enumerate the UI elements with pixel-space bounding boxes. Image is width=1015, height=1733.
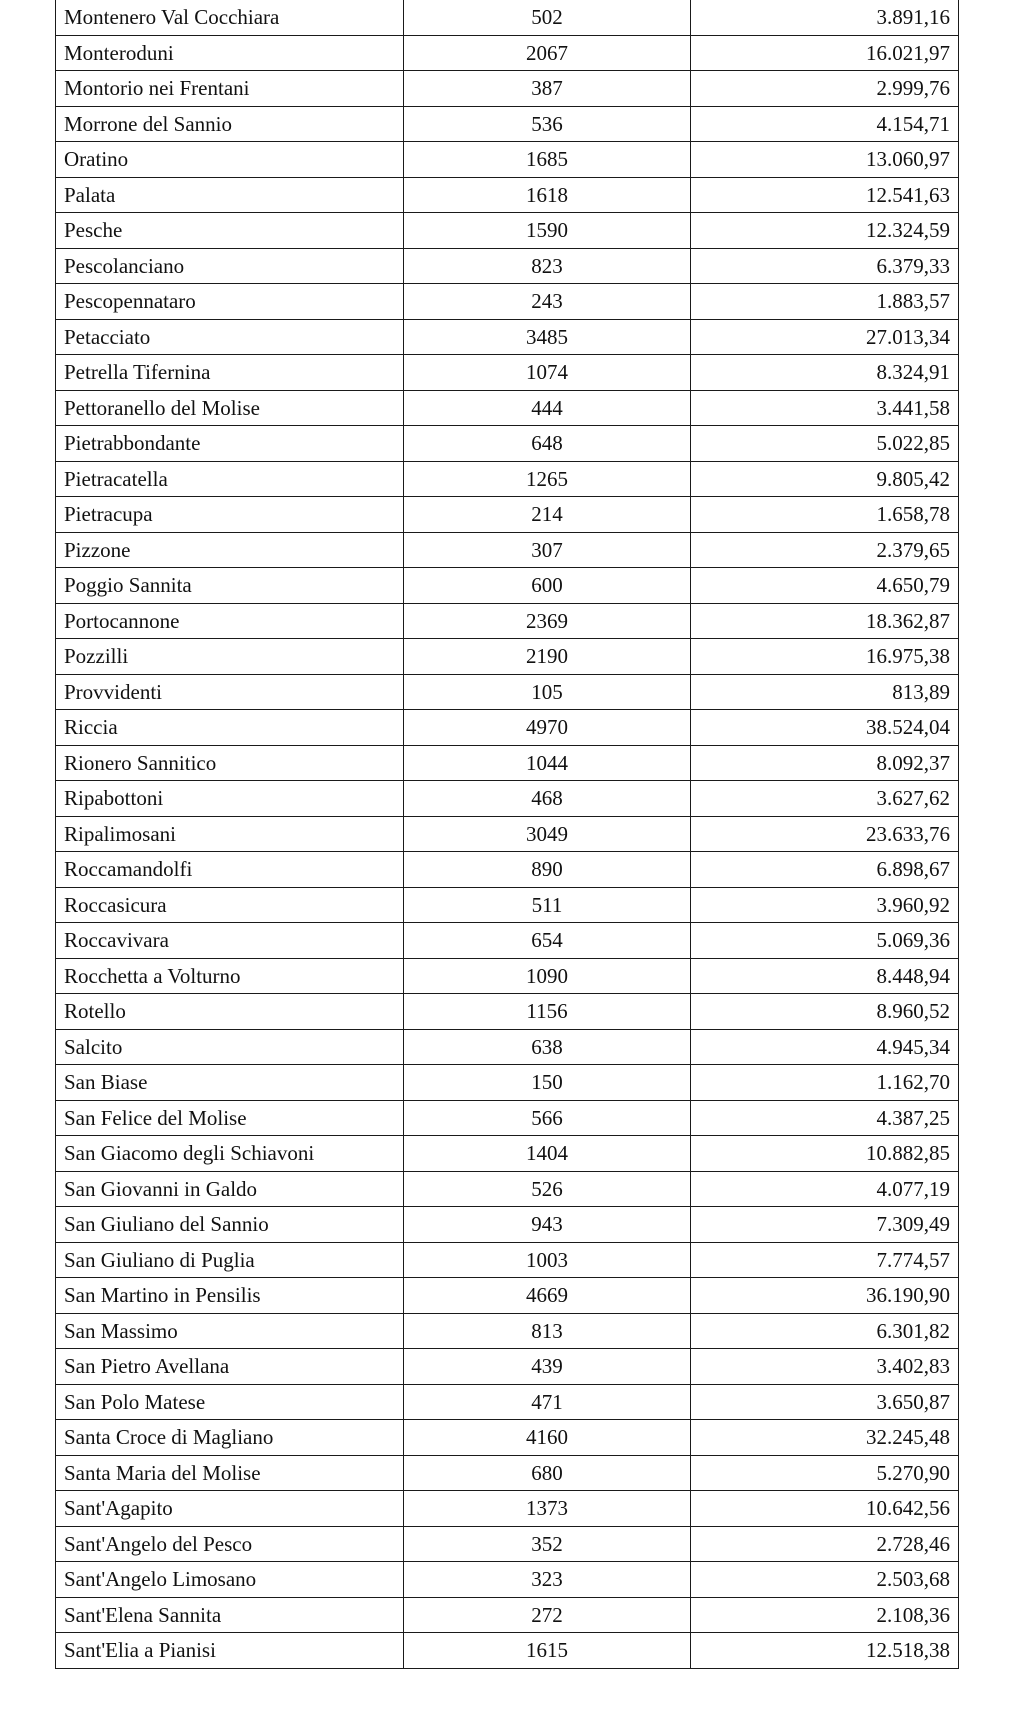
table-row	[56, 532, 959, 568]
municipality-cell: Roccamandolfi	[56, 852, 404, 888]
population-cell: 4669	[404, 1278, 691, 1314]
amount-cell: 16.021,97	[691, 35, 959, 71]
table-row	[56, 994, 959, 1030]
amount-cell: 6.301,82	[691, 1313, 959, 1349]
amount-cell: 10.882,85	[691, 1136, 959, 1172]
amount-cell: 3.627,62	[691, 781, 959, 817]
population-cell: 272	[404, 1597, 691, 1633]
municipality-cell: Pietracatella	[56, 461, 404, 497]
municipality-cell: Rotello	[56, 994, 404, 1030]
amount-cell: 2.999,76	[691, 71, 959, 107]
municipality-cell: San Biase	[56, 1065, 404, 1101]
table-row	[56, 674, 959, 710]
population-cell: 1590	[404, 213, 691, 249]
municipality-cell: San Massimo	[56, 1313, 404, 1349]
municipality-cell: Pizzone	[56, 532, 404, 568]
table-row	[56, 426, 959, 462]
table-row	[56, 1207, 959, 1243]
amount-cell: 1.658,78	[691, 497, 959, 533]
municipality-cell: Rionero Sannitico	[56, 745, 404, 781]
municipality-cell: San Giuliano del Sannio	[56, 1207, 404, 1243]
table-row	[56, 603, 959, 639]
population-cell: 890	[404, 852, 691, 888]
table-row	[56, 1065, 959, 1101]
population-cell: 4970	[404, 710, 691, 746]
amount-cell: 5.270,90	[691, 1455, 959, 1491]
table-row	[56, 1242, 959, 1278]
population-cell: 943	[404, 1207, 691, 1243]
table-row	[56, 1278, 959, 1314]
amount-cell: 9.805,42	[691, 461, 959, 497]
municipality-cell: Pietrabbondante	[56, 426, 404, 462]
population-cell: 1618	[404, 177, 691, 213]
table-row	[56, 177, 959, 213]
amount-cell: 23.633,76	[691, 816, 959, 852]
population-cell: 214	[404, 497, 691, 533]
amount-cell: 5.069,36	[691, 923, 959, 959]
population-cell: 823	[404, 248, 691, 284]
municipality-cell: Roccavivara	[56, 923, 404, 959]
population-cell: 1404	[404, 1136, 691, 1172]
amount-cell: 32.245,48	[691, 1420, 959, 1456]
amount-cell: 4.387,25	[691, 1100, 959, 1136]
population-cell: 243	[404, 284, 691, 320]
table-row	[56, 319, 959, 355]
municipality-cell: Rocchetta a Volturno	[56, 958, 404, 994]
amount-cell: 38.524,04	[691, 710, 959, 746]
municipality-cell: San Giovanni in Galdo	[56, 1171, 404, 1207]
table-row	[56, 1562, 959, 1598]
table-row	[56, 568, 959, 604]
population-cell: 511	[404, 887, 691, 923]
municipality-cell: Salcito	[56, 1029, 404, 1065]
table-row	[56, 355, 959, 391]
amount-cell: 2.379,65	[691, 532, 959, 568]
municipality-cell: Montorio nei Frentani	[56, 71, 404, 107]
table-row	[56, 142, 959, 178]
table-row	[56, 1597, 959, 1633]
table-row	[56, 1100, 959, 1136]
population-cell: 323	[404, 1562, 691, 1598]
population-cell: 1615	[404, 1633, 691, 1669]
table-row	[56, 923, 959, 959]
table-row	[56, 1633, 959, 1669]
municipality-cell: Sant'Agapito	[56, 1491, 404, 1527]
population-cell: 105	[404, 674, 691, 710]
municipality-cell: Roccasicura	[56, 887, 404, 923]
amount-cell: 10.642,56	[691, 1491, 959, 1527]
amount-cell: 13.060,97	[691, 142, 959, 178]
table-row	[56, 461, 959, 497]
municipality-cell: Petrella Tifernina	[56, 355, 404, 391]
amount-cell: 36.190,90	[691, 1278, 959, 1314]
population-cell: 2190	[404, 639, 691, 675]
municipality-cell: Santa Croce di Magliano	[56, 1420, 404, 1456]
amount-cell: 18.362,87	[691, 603, 959, 639]
amount-cell: 4.650,79	[691, 568, 959, 604]
population-cell: 352	[404, 1526, 691, 1562]
municipality-cell: Poggio Sannita	[56, 568, 404, 604]
amount-cell: 5.022,85	[691, 426, 959, 462]
table-row	[56, 745, 959, 781]
municipality-cell: Sant'Elena Sannita	[56, 1597, 404, 1633]
municipality-cell: Pettoranello del Molise	[56, 390, 404, 426]
amount-cell: 12.324,59	[691, 213, 959, 249]
amount-cell: 8.448,94	[691, 958, 959, 994]
amount-cell: 12.541,63	[691, 177, 959, 213]
table-row	[56, 1029, 959, 1065]
municipality-cell: Sant'Angelo Limosano	[56, 1562, 404, 1598]
municipality-cell: Pietracupa	[56, 497, 404, 533]
table-row	[56, 1420, 959, 1456]
population-cell: 1265	[404, 461, 691, 497]
table-row	[56, 35, 959, 71]
amount-cell: 4.077,19	[691, 1171, 959, 1207]
amount-cell: 3.650,87	[691, 1384, 959, 1420]
municipality-cell: Morrone del Sannio	[56, 106, 404, 142]
municipality-cell: Oratino	[56, 142, 404, 178]
population-cell: 813	[404, 1313, 691, 1349]
municipality-cell: Sant'Elia a Pianisi	[56, 1633, 404, 1669]
amount-cell: 3.402,83	[691, 1349, 959, 1385]
municipality-table	[55, 0, 959, 1669]
population-cell: 150	[404, 1065, 691, 1101]
table-row	[56, 710, 959, 746]
municipality-cell: Pescopennataro	[56, 284, 404, 320]
document-page	[55, 0, 958, 1669]
municipality-cell: Sant'Angelo del Pesco	[56, 1526, 404, 1562]
amount-cell: 16.975,38	[691, 639, 959, 675]
table-row	[56, 390, 959, 426]
population-cell: 1685	[404, 142, 691, 178]
table-row	[56, 958, 959, 994]
table-row	[56, 1384, 959, 1420]
amount-cell: 6.379,33	[691, 248, 959, 284]
municipality-cell: Portocannone	[56, 603, 404, 639]
amount-cell: 2.108,36	[691, 1597, 959, 1633]
amount-cell: 1.883,57	[691, 284, 959, 320]
amount-cell: 1.162,70	[691, 1065, 959, 1101]
table-row	[56, 887, 959, 923]
municipality-cell: Ripabottoni	[56, 781, 404, 817]
population-cell: 680	[404, 1455, 691, 1491]
municipality-cell: Montenero Val Cocchiara	[56, 0, 404, 35]
table-row	[56, 1455, 959, 1491]
table-row	[56, 1349, 959, 1385]
amount-cell: 3.891,16	[691, 0, 959, 35]
table-row	[56, 71, 959, 107]
population-cell: 387	[404, 71, 691, 107]
municipality-cell: Pescolanciano	[56, 248, 404, 284]
table-row	[56, 0, 959, 35]
population-cell: 638	[404, 1029, 691, 1065]
population-cell: 648	[404, 426, 691, 462]
population-cell: 1156	[404, 994, 691, 1030]
population-cell: 471	[404, 1384, 691, 1420]
population-cell: 526	[404, 1171, 691, 1207]
population-cell: 3049	[404, 816, 691, 852]
table-row	[56, 248, 959, 284]
amount-cell: 8.092,37	[691, 745, 959, 781]
table-row	[56, 816, 959, 852]
population-cell: 536	[404, 106, 691, 142]
table-row	[56, 497, 959, 533]
population-cell: 566	[404, 1100, 691, 1136]
amount-cell: 2.728,46	[691, 1526, 959, 1562]
municipality-cell: San Pietro Avellana	[56, 1349, 404, 1385]
municipality-cell: Santa Maria del Molise	[56, 1455, 404, 1491]
population-cell: 502	[404, 0, 691, 35]
population-cell: 439	[404, 1349, 691, 1385]
amount-cell: 813,89	[691, 674, 959, 710]
table-row	[56, 1526, 959, 1562]
population-cell: 1074	[404, 355, 691, 391]
municipality-cell: San Martino in Pensilis	[56, 1278, 404, 1314]
amount-cell: 8.324,91	[691, 355, 959, 391]
municipality-cell: Petacciato	[56, 319, 404, 355]
table-row	[56, 639, 959, 675]
population-cell: 468	[404, 781, 691, 817]
municipality-cell: Palata	[56, 177, 404, 213]
table-row	[56, 1171, 959, 1207]
amount-cell: 6.898,67	[691, 852, 959, 888]
population-cell: 654	[404, 923, 691, 959]
municipality-cell: San Felice del Molise	[56, 1100, 404, 1136]
municipality-cell: San Polo Matese	[56, 1384, 404, 1420]
table-row	[56, 1136, 959, 1172]
amount-cell: 7.774,57	[691, 1242, 959, 1278]
table-row	[56, 106, 959, 142]
municipality-cell: Pozzilli	[56, 639, 404, 675]
amount-cell: 4.154,71	[691, 106, 959, 142]
municipality-cell: Monteroduni	[56, 35, 404, 71]
table-row	[56, 1491, 959, 1527]
table-row	[56, 213, 959, 249]
amount-cell: 3.441,58	[691, 390, 959, 426]
population-cell: 2369	[404, 603, 691, 639]
amount-cell: 7.309,49	[691, 1207, 959, 1243]
municipality-cell: Pesche	[56, 213, 404, 249]
population-cell: 600	[404, 568, 691, 604]
amount-cell: 8.960,52	[691, 994, 959, 1030]
population-cell: 2067	[404, 35, 691, 71]
table-row	[56, 781, 959, 817]
population-cell: 1090	[404, 958, 691, 994]
population-cell: 3485	[404, 319, 691, 355]
population-cell: 1373	[404, 1491, 691, 1527]
municipality-cell: Riccia	[56, 710, 404, 746]
amount-cell: 3.960,92	[691, 887, 959, 923]
amount-cell: 4.945,34	[691, 1029, 959, 1065]
population-cell: 1044	[404, 745, 691, 781]
municipality-cell: San Giuliano di Puglia	[56, 1242, 404, 1278]
table-row	[56, 852, 959, 888]
table-row	[56, 1313, 959, 1349]
table-row	[56, 284, 959, 320]
population-cell: 4160	[404, 1420, 691, 1456]
municipality-cell: Provvidenti	[56, 674, 404, 710]
amount-cell: 27.013,34	[691, 319, 959, 355]
population-cell: 1003	[404, 1242, 691, 1278]
municipality-cell: San Giacomo degli Schiavoni	[56, 1136, 404, 1172]
municipality-cell: Ripalimosani	[56, 816, 404, 852]
population-cell: 307	[404, 532, 691, 568]
amount-cell: 12.518,38	[691, 1633, 959, 1669]
amount-cell: 2.503,68	[691, 1562, 959, 1598]
table-body	[56, 0, 959, 1668]
population-cell: 444	[404, 390, 691, 426]
